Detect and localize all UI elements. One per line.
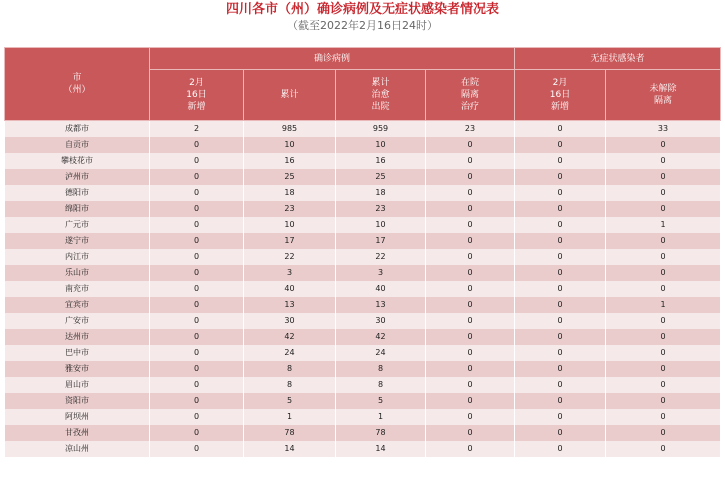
- confirmed-total-cell: 10: [244, 137, 336, 153]
- confirmed-total-cell: 78: [244, 425, 336, 441]
- asymptomatic-isolated-cell: 0: [606, 313, 721, 329]
- city-cell: 资阳市: [5, 393, 150, 409]
- table-row: [5, 217, 721, 233]
- asymptomatic-new-cell: 0: [515, 441, 606, 457]
- confirmed-total-cell: 17: [244, 233, 336, 249]
- confirmed-hospitalized-cell: 23: [426, 121, 515, 138]
- confirmed-cured-cell: 23: [336, 201, 426, 217]
- city-cell: 内江市: [5, 249, 150, 265]
- confirmed-hospitalized-cell: 0: [426, 153, 515, 169]
- confirmed-hospitalized-cell: 0: [426, 409, 515, 425]
- confirmed-hospitalized-cell: 0: [426, 169, 515, 185]
- confirmed-cured-cell: 78: [336, 425, 426, 441]
- confirmed-cured-cell: 40: [336, 281, 426, 297]
- confirmed-cured-cell: 1: [336, 409, 426, 425]
- confirmed-new-cell: 2: [150, 121, 244, 138]
- confirmed-cured-cell: 13: [336, 297, 426, 313]
- page-title: 四川各市（州）确诊病例及无症状感染者情况表: [225, 2, 499, 17]
- confirmed-cured-cell: 10: [336, 217, 426, 233]
- asymptomatic-isolated-cell: 1: [606, 297, 721, 313]
- confirmed-total-cell: 22: [244, 249, 336, 265]
- asymptomatic-isolated-cell: 0: [606, 393, 721, 409]
- confirmed-hospitalized-cell: 0: [426, 185, 515, 201]
- asymptomatic-isolated-cell: 0: [606, 169, 721, 185]
- table-row: [5, 185, 721, 201]
- header-confirmed-new: 2月 16日 新增: [150, 70, 244, 121]
- confirmed-total-cell: 8: [244, 377, 336, 393]
- city-cell: 广元市: [5, 217, 150, 233]
- confirmed-hospitalized-cell: 0: [426, 217, 515, 233]
- asymptomatic-isolated-cell: 0: [606, 185, 721, 201]
- table-row: [5, 377, 721, 393]
- city-cell: 绵阳市: [5, 201, 150, 217]
- table-body: [5, 121, 721, 458]
- confirmed-hospitalized-cell: 0: [426, 201, 515, 217]
- confirmed-hospitalized-cell: 0: [426, 361, 515, 377]
- asymptomatic-new-cell: 0: [515, 201, 606, 217]
- confirmed-cured-cell: 8: [336, 377, 426, 393]
- city-cell: 凉山州: [5, 441, 150, 457]
- confirmed-cured-cell: 42: [336, 329, 426, 345]
- table-row: [5, 281, 721, 297]
- confirmed-total-cell: 18: [244, 185, 336, 201]
- asymptomatic-isolated-cell: 0: [606, 425, 721, 441]
- city-cell: 攀枝花市: [5, 153, 150, 169]
- table-row: [5, 441, 721, 457]
- confirmed-total-cell: 23: [244, 201, 336, 217]
- confirmed-new-cell: 0: [150, 297, 244, 313]
- confirmed-total-cell: 985: [244, 121, 336, 138]
- header-confirmed-hospitalized: 在院 隔离 治疗: [426, 70, 515, 121]
- confirmed-total-cell: 8: [244, 361, 336, 377]
- confirmed-new-cell: 0: [150, 409, 244, 425]
- confirmed-new-cell: 0: [150, 233, 244, 249]
- asymptomatic-new-cell: 0: [515, 345, 606, 361]
- asymptomatic-isolated-cell: 0: [606, 137, 721, 153]
- asymptomatic-new-cell: 0: [515, 265, 606, 281]
- asymptomatic-isolated-cell: 0: [606, 281, 721, 297]
- confirmed-total-cell: 1: [244, 409, 336, 425]
- confirmed-new-cell: 0: [150, 201, 244, 217]
- confirmed-cured-cell: 25: [336, 169, 426, 185]
- city-cell: 成都市: [5, 121, 150, 138]
- city-cell: 雅安市: [5, 361, 150, 377]
- city-cell: 遂宁市: [5, 233, 150, 249]
- confirmed-hospitalized-cell: 0: [426, 265, 515, 281]
- confirmed-new-cell: 0: [150, 281, 244, 297]
- asymptomatic-isolated-cell: 0: [606, 441, 721, 457]
- confirmed-hospitalized-cell: 0: [426, 313, 515, 329]
- asymptomatic-new-cell: 0: [515, 281, 606, 297]
- asymptomatic-new-cell: 0: [515, 425, 606, 441]
- table-row: [5, 121, 721, 138]
- asymptomatic-new-cell: 0: [515, 185, 606, 201]
- confirmed-new-cell: 0: [150, 345, 244, 361]
- confirmed-new-cell: 0: [150, 441, 244, 457]
- confirmed-new-cell: 0: [150, 377, 244, 393]
- confirmed-total-cell: 10: [244, 217, 336, 233]
- city-cell: 达州市: [5, 329, 150, 345]
- asymptomatic-isolated-cell: 0: [606, 361, 721, 377]
- table-row: [5, 137, 721, 153]
- confirmed-cured-cell: 959: [336, 121, 426, 138]
- confirmed-cured-cell: 14: [336, 441, 426, 457]
- confirmed-hospitalized-cell: 0: [426, 329, 515, 345]
- confirmed-new-cell: 0: [150, 393, 244, 409]
- table-header: [5, 48, 721, 121]
- city-cell: 自贡市: [5, 137, 150, 153]
- confirmed-new-cell: 0: [150, 217, 244, 233]
- city-cell: 阿坝州: [5, 409, 150, 425]
- confirmed-new-cell: 0: [150, 185, 244, 201]
- confirmed-total-cell: 16: [244, 153, 336, 169]
- asymptomatic-new-cell: 0: [515, 377, 606, 393]
- confirmed-total-cell: 3: [244, 265, 336, 281]
- asymptomatic-isolated-cell: 0: [606, 409, 721, 425]
- confirmed-hospitalized-cell: 0: [426, 345, 515, 361]
- asymptomatic-new-cell: 0: [515, 249, 606, 265]
- confirmed-hospitalized-cell: 0: [426, 233, 515, 249]
- asymptomatic-new-cell: 0: [515, 313, 606, 329]
- asymptomatic-new-cell: 0: [515, 393, 606, 409]
- header-city: 市 （州）: [5, 48, 150, 121]
- statistics-table: [4, 47, 721, 457]
- confirmed-new-cell: 0: [150, 249, 244, 265]
- confirmed-total-cell: 25: [244, 169, 336, 185]
- city-cell: 广安市: [5, 313, 150, 329]
- confirmed-cured-cell: 17: [336, 233, 426, 249]
- confirmed-cured-cell: 24: [336, 345, 426, 361]
- confirmed-new-cell: 0: [150, 169, 244, 185]
- confirmed-new-cell: 0: [150, 313, 244, 329]
- confirmed-hospitalized-cell: 0: [426, 377, 515, 393]
- table-row: [5, 361, 721, 377]
- table-row: [5, 169, 721, 185]
- confirmed-total-cell: 24: [244, 345, 336, 361]
- asymptomatic-isolated-cell: 0: [606, 265, 721, 281]
- asymptomatic-isolated-cell: 0: [606, 233, 721, 249]
- table-row: [5, 393, 721, 409]
- header-confirmed-total: 累计: [244, 70, 336, 121]
- asymptomatic-new-cell: 0: [515, 121, 606, 138]
- confirmed-hospitalized-cell: 0: [426, 137, 515, 153]
- confirmed-cured-cell: 30: [336, 313, 426, 329]
- confirmed-new-cell: 0: [150, 329, 244, 345]
- table-row: [5, 153, 721, 169]
- asymptomatic-new-cell: 0: [515, 361, 606, 377]
- confirmed-total-cell: 40: [244, 281, 336, 297]
- asymptomatic-new-cell: 0: [515, 409, 606, 425]
- city-cell: 甘孜州: [5, 425, 150, 441]
- table-row: [5, 313, 721, 329]
- city-cell: 宜宾市: [5, 297, 150, 313]
- asymptomatic-isolated-cell: 1: [606, 217, 721, 233]
- table-row: [5, 297, 721, 313]
- city-cell: 南充市: [5, 281, 150, 297]
- asymptomatic-isolated-cell: 0: [606, 345, 721, 361]
- table-row: [5, 345, 721, 361]
- confirmed-new-cell: 0: [150, 153, 244, 169]
- confirmed-new-cell: 0: [150, 137, 244, 153]
- table-row: [5, 233, 721, 249]
- asymptomatic-new-cell: 0: [515, 217, 606, 233]
- header-confirmed-cured: 累计 治愈 出院: [336, 70, 426, 121]
- confirmed-hospitalized-cell: 0: [426, 297, 515, 313]
- confirmed-total-cell: 5: [244, 393, 336, 409]
- asymptomatic-isolated-cell: 0: [606, 249, 721, 265]
- city-cell: 泸州市: [5, 169, 150, 185]
- city-cell: 乐山市: [5, 265, 150, 281]
- table-row: [5, 425, 721, 441]
- confirmed-total-cell: 13: [244, 297, 336, 313]
- asymptomatic-isolated-cell: 0: [606, 153, 721, 169]
- city-cell: 德阳市: [5, 185, 150, 201]
- confirmed-cured-cell: 16: [336, 153, 426, 169]
- confirmed-cured-cell: 22: [336, 249, 426, 265]
- confirmed-cured-cell: 3: [336, 265, 426, 281]
- confirmed-hospitalized-cell: 0: [426, 393, 515, 409]
- confirmed-total-cell: 30: [244, 313, 336, 329]
- confirmed-cured-cell: 18: [336, 185, 426, 201]
- asymptomatic-new-cell: 0: [515, 137, 606, 153]
- header-asymptomatic-new: 2月 16日 新增: [515, 70, 606, 121]
- asymptomatic-new-cell: 0: [515, 297, 606, 313]
- confirmed-total-cell: 14: [244, 441, 336, 457]
- confirmed-new-cell: 0: [150, 361, 244, 377]
- city-cell: 巴中市: [5, 345, 150, 361]
- table-row: [5, 265, 721, 281]
- table-row: [5, 249, 721, 265]
- confirmed-total-cell: 42: [244, 329, 336, 345]
- header-confirmed-group: 确诊病例: [150, 48, 515, 70]
- asymptomatic-isolated-cell: 0: [606, 377, 721, 393]
- table-row: [5, 409, 721, 425]
- confirmed-hospitalized-cell: 0: [426, 281, 515, 297]
- asymptomatic-new-cell: 0: [515, 329, 606, 345]
- confirmed-new-cell: 0: [150, 265, 244, 281]
- confirmed-cured-cell: 10: [336, 137, 426, 153]
- confirmed-cured-cell: 8: [336, 361, 426, 377]
- asymptomatic-isolated-cell: 33: [606, 121, 721, 138]
- asymptomatic-new-cell: 0: [515, 233, 606, 249]
- header-asymptomatic-group: 无症状感染者: [515, 48, 721, 70]
- confirmed-hospitalized-cell: 0: [426, 249, 515, 265]
- confirmed-hospitalized-cell: 0: [426, 441, 515, 457]
- city-cell: 眉山市: [5, 377, 150, 393]
- confirmed-new-cell: 0: [150, 425, 244, 441]
- confirmed-hospitalized-cell: 0: [426, 425, 515, 441]
- asymptomatic-new-cell: 0: [515, 169, 606, 185]
- page-subtitle: （截至2022年2月16日24时）: [287, 19, 438, 32]
- table-row: [5, 201, 721, 217]
- header-asymptomatic-isolated: 未解除 隔离: [606, 70, 721, 121]
- table-row: [5, 329, 721, 345]
- confirmed-cured-cell: 5: [336, 393, 426, 409]
- asymptomatic-isolated-cell: 0: [606, 329, 721, 345]
- asymptomatic-new-cell: 0: [515, 153, 606, 169]
- asymptomatic-isolated-cell: 0: [606, 201, 721, 217]
